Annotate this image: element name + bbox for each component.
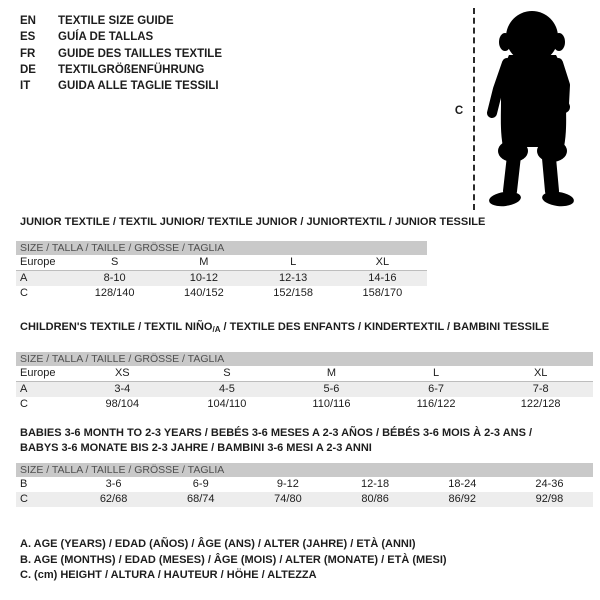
height-cell: 128/140 <box>94 287 135 299</box>
baby-silhouette-icon <box>477 5 590 213</box>
age-cell: 12-13 <box>279 272 308 284</box>
legend-row-it <box>20 78 222 94</box>
size-cell: L <box>433 367 440 379</box>
size-header-bar: SIZE / TALLA / TAILLE / GRÖSSE / TAGLIA <box>16 241 427 255</box>
legend-row-es <box>20 29 222 45</box>
height-cell: 92/98 <box>535 493 564 505</box>
legend-row-en <box>20 13 222 29</box>
lang-text: GUIDE DES TAILLES TEXTILE <box>58 47 222 60</box>
age-cell: 4-5 <box>218 383 235 395</box>
lang-text: TEXTILGRÖßENFÜHRUNG <box>58 63 205 76</box>
lang-code: IT <box>20 80 31 93</box>
height-cell: 86/92 <box>448 493 477 505</box>
age-cell: 6-9 <box>192 478 209 490</box>
age-cell: 5-6 <box>323 383 340 395</box>
row-label: C <box>20 398 28 410</box>
size-cell: XS <box>114 367 130 379</box>
footnote-age-years: A. AGE (YEARS) / EDAD (AÑOS) / ÂGE (ANS) / ALTER (JAHRE) / ETÀ (ANNI) <box>20 538 416 550</box>
childrens-section-title <box>20 320 549 337</box>
height-cell: 98/104 <box>105 398 140 410</box>
childrens-size-table <box>16 352 593 412</box>
size-header-bar: SIZE / TALLA / TAILLE / GRÖSSE / TAGLIA <box>16 463 593 477</box>
height-cell: 80/86 <box>361 493 389 505</box>
height-cell: 68/74 <box>186 493 215 505</box>
height-cell: 152/158 <box>273 287 313 299</box>
size-cell: S <box>110 256 119 268</box>
height-cell: 74/80 <box>274 493 302 505</box>
age-cell: 8-10 <box>103 272 126 284</box>
height-measure-line <box>473 8 475 210</box>
size-cell: XL <box>375 256 390 268</box>
lang-text: GUIDA ALLE TAGLIE TESSILI <box>58 80 219 93</box>
size-cell: XL <box>533 367 548 379</box>
size-cell: L <box>290 256 297 268</box>
age-cell: 10-12 <box>189 272 218 284</box>
age-cell: 14-16 <box>368 272 397 284</box>
row-label: C <box>20 493 28 505</box>
title-line-2: BABYS 3-6 MONATE BIS 2-3 JAHRE / BAMBINI 3-6 MESI A 2-3 ANNI <box>20 442 372 454</box>
legend-row-de <box>20 62 222 78</box>
age-cell: 9-12 <box>276 478 299 490</box>
size-header-bar: SIZE / TALLA / TAILLE / GRÖSSE / TAGLIA <box>16 352 593 366</box>
height-cell: 140/152 <box>183 287 224 299</box>
footnote-height-cm: C. (cm) HEIGHT / ALTURA / HAUTEUR / HÖHE / ALTEZZA <box>20 569 317 581</box>
lang-code: ES <box>20 31 36 44</box>
table-row-age <box>16 271 427 286</box>
title-line-1: BABIES 3-6 MONTH TO 2-3 YEARS / BEBÉS 3-6 MESES A 2-3 AÑOS / BÉBÉS 3-6 MOIS À 2-3 ANS / <box>20 427 533 439</box>
lang-code: FR <box>20 47 36 60</box>
height-measure-label: C <box>454 105 464 117</box>
height-cell: 158/170 <box>362 287 403 299</box>
legend-footnotes <box>20 537 447 584</box>
row-label: A <box>20 272 28 284</box>
table-row-europe <box>16 255 427 271</box>
junior-size-table <box>16 241 427 301</box>
lang-code: EN <box>20 15 36 27</box>
table-row-height <box>16 492 593 507</box>
lang-code: DE <box>20 63 36 76</box>
age-cell: 18-24 <box>448 478 477 490</box>
row-label: Europe <box>20 256 56 268</box>
row-label: A <box>20 383 28 395</box>
title-text: CHILDREN'S TEXTILE / TEXTIL NIÑO <box>20 321 213 333</box>
babies-size-table <box>16 463 593 507</box>
height-cell: 104/110 <box>207 398 247 410</box>
age-cell: 3-6 <box>105 478 122 490</box>
junior-section-title: JUNIOR TEXTILE / TEXTIL JUNIOR/ TEXTILE JUNIOR / JUNIORTEXTIL / JUNIOR TESSILE <box>20 216 486 228</box>
row-label: B <box>20 478 28 490</box>
age-cell: 6-7 <box>428 383 445 395</box>
title-text: / TEXTILE DES ENFANTS / KINDERTEXTIL / BAMBINI TESSILE <box>220 321 550 333</box>
footnote-age-months: B. AGE (MONTHS) / EDAD (MESES) / ÂGE (MOIS) / ALTER (MONATE) / ETÀ (MESI) <box>20 553 447 566</box>
language-legend <box>20 13 222 94</box>
height-cell: 122/128 <box>520 398 561 410</box>
size-cell: S <box>223 367 231 379</box>
lang-text: GUÍA DE TALLAS <box>58 31 154 44</box>
lang-text: TEXTILE SIZE GUIDE <box>58 15 174 27</box>
table-row-europe <box>16 366 593 382</box>
table-row-age-months <box>16 477 593 492</box>
title-subscript: /A <box>212 325 221 334</box>
legend-row-fr <box>20 46 222 62</box>
table-row-age <box>16 382 593 397</box>
age-cell: 7-8 <box>532 383 549 395</box>
table-row-height <box>16 286 427 301</box>
size-cell: M <box>326 367 337 379</box>
table-row-height <box>16 397 593 412</box>
age-cell: 3-4 <box>114 383 131 395</box>
age-cell: 24-36 <box>535 478 564 490</box>
size-cell: M <box>199 256 209 268</box>
age-cell: 12-18 <box>361 478 390 490</box>
row-label: C <box>20 287 28 299</box>
height-cell: 116/122 <box>416 398 456 410</box>
height-cell: 110/116 <box>312 398 351 410</box>
babies-section-title <box>20 426 532 456</box>
row-label: Europe <box>20 367 56 379</box>
height-cell: 62/68 <box>99 493 128 505</box>
